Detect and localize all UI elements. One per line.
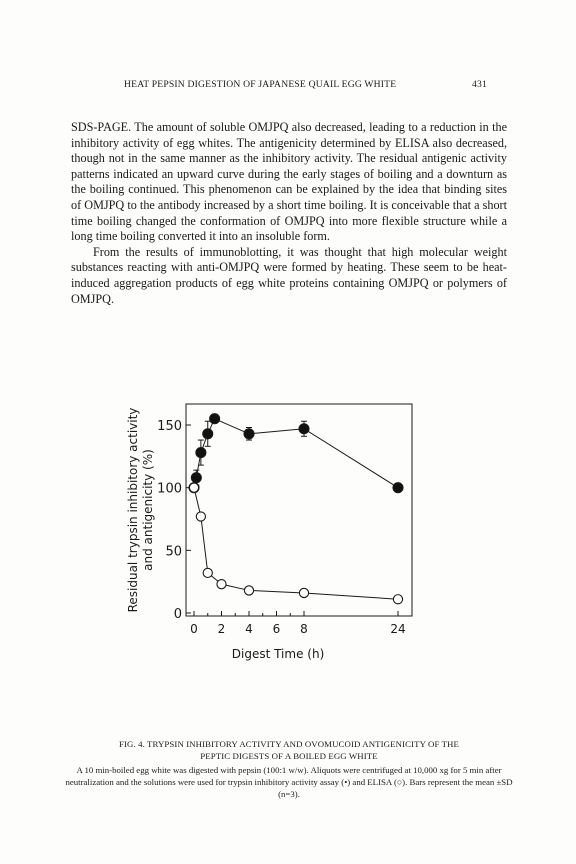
paragraph-2: From the results of immunoblotting, it was thought that high molecular weight substances reacting with anti-OMJPQ were formed by heating. These seem to be heat-induced aggregation products of egg white proteins containing OMJPQ or polymers of OMJPQ. — [71, 244, 507, 306]
x-tick-label: 4 — [245, 622, 253, 636]
x-axis-label: Digest Time (h) — [231, 647, 325, 661]
antigenicity-point — [196, 512, 205, 521]
trypsin-inhibitory-point — [393, 483, 403, 493]
caption-text: A 10 min-boiled egg white was digested with pepsin (100:1 w/w). Aliquots were centrifuged at 10,000 xg for 5 min after neutralization and the solutions were used for trypsin inhibitory activity assay (•) and ELISA (○). Bars represent the mean ±SD (n=3). — [65, 765, 513, 799]
y-tick-label: 100 — [157, 481, 182, 497]
x-tick-label: 8 — [300, 622, 308, 636]
antigenicity-point — [203, 568, 212, 577]
antigenicity-point — [244, 586, 253, 595]
trypsin-inhibitory-point — [203, 429, 213, 439]
x-tick-label: 0 — [190, 622, 198, 636]
caption-title-line-1: FIG. 4. TRYPSIN INHIBITORY ACTIVITY AND OVOMUCOID ANTIGENICITY OF THE — [119, 739, 459, 749]
y-axis-label-line-2: and antigenicity (%) — [141, 449, 155, 571]
y-axis-label — [126, 408, 155, 613]
antigenicity-point — [217, 580, 226, 589]
series-1-line — [194, 419, 398, 488]
figure-caption — [60, 738, 518, 800]
trypsin-inhibitory-point — [191, 473, 201, 483]
y-tick-label: 50 — [165, 544, 182, 560]
x-tick-label: 6 — [272, 622, 281, 636]
body-text — [71, 120, 507, 307]
caption-title-line-2: PEPTIC DIGESTS OF A BOILED EGG WHITE — [200, 751, 378, 761]
running-head-title: HEAT PEPSIN DIGESTION OF JAPANESE QUAIL EGG WHITE — [124, 79, 397, 90]
running-head — [0, 79, 576, 93]
x-axis-ticks — [190, 611, 405, 636]
x-tick-label: 2 — [217, 622, 226, 636]
chart-svg — [110, 392, 430, 682]
series-group — [189, 414, 403, 604]
trypsin-inhibitory-point — [299, 424, 309, 434]
antigenicity-point — [299, 588, 308, 597]
y-tick-label: 0 — [173, 607, 182, 622]
antigenicity-point — [189, 483, 198, 492]
trypsin-inhibitory-point — [210, 414, 220, 424]
x-tick-label: 24 — [390, 622, 406, 636]
y-tick-label: 150 — [157, 419, 182, 434]
trypsin-inhibitory-point — [244, 429, 254, 439]
paragraph-1: SDS-PAGE. The amount of soluble OMJPQ also decreased, leading to a reduction in the inhibitory activity of egg whites. The antigenicity determined by ELISA also decreased, though not in the same manner as the inhibitory activity. The residual antigenic activity patterns indicated an upward curve during the early stages of boiling and a downturn as the boiling continued. This phenomenon can be explained by the idea that binding sites of OMJPQ to the antibody increased by a short time boiling. It is conceivable that a short time boiling changed the conformation of OMJPQ into more flexible structure while a long time boiling converted it into an insoluble form. — [71, 120, 507, 244]
figure-4-chart — [110, 392, 430, 682]
y-axis-label-line-1: Residual trypsin inhibitory activity — [126, 407, 140, 613]
trypsin-inhibitory-point — [196, 448, 206, 458]
antigenicity-point — [393, 595, 402, 604]
page-number: 431 — [472, 79, 487, 90]
